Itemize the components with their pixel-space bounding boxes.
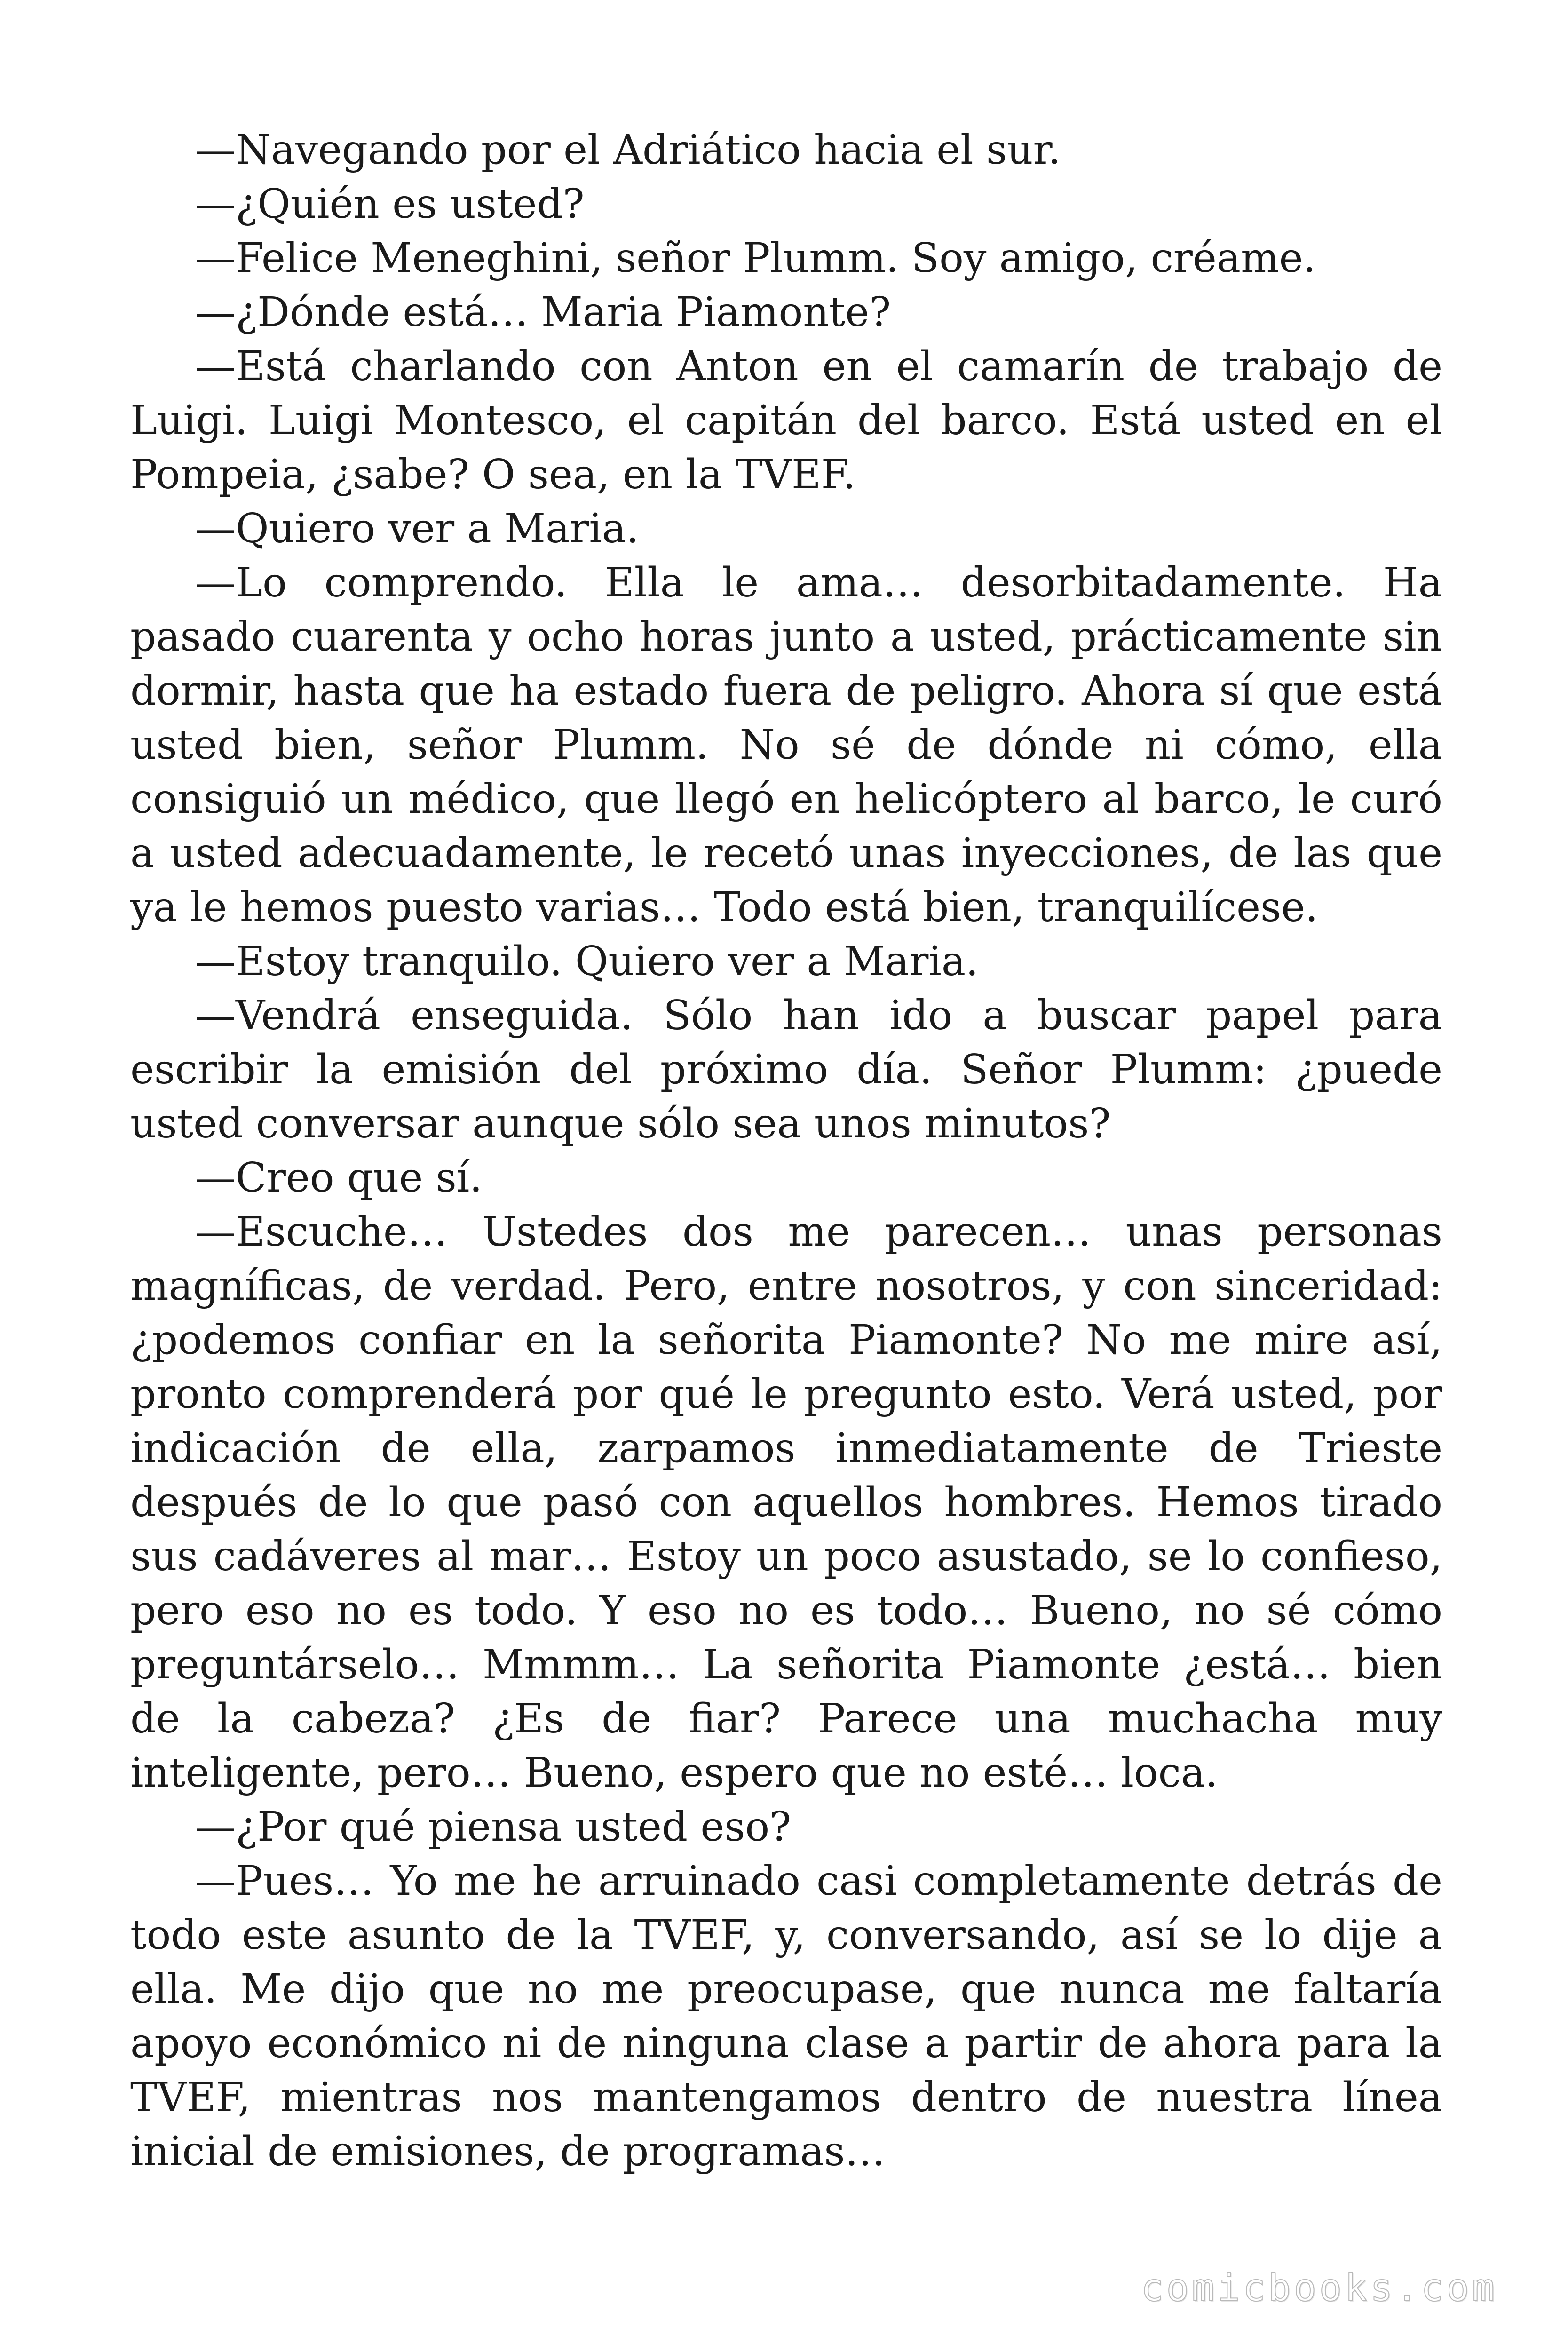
paragraph: —Vendrá enseguida. Sólo han ido a buscar papel para escribir la emisión del próximo día. Señor Plumm: ¿puede usted conversar aunque sólo sea unos minutos? [130,992,1442,1147]
paragraph: —¿Quién es usted? [195,181,585,228]
paragraph: —Está charlando con Anton en el camarín de trabajo de Luigi. Luigi Montesco, el capitán del barco. Está usted en el Pompeia, ¿sabe? O sea, en la TVEF. [130,343,1442,498]
paragraph: —¿Por qué piensa usted eso? [195,1804,792,1851]
paragraph: —Escuche… Ustedes dos me parecen… unas personas magníficas, de verdad. Pero, entre nosotros, y con sinceridad: ¿podemos confiar en la señorita Piamonte? No me mire así, pronto comprenderá por qué le pregunto esto. Verá usted, por indicación de ella, zarpamos inmediatamente de Trieste después de lo que pasó con aquellos hombres. Hemos tirado sus cadáveres al mar… Estoy un poco asustado, se lo confieso, pero eso no es todo. Y eso no es todo… Bueno, no sé cómo preguntárselo… Mmmm… La señorita Piamonte ¿está… bien de la cabeza? ¿Es de fiar? Parece una muchacha muy inteligente, pero… Bueno, espero que no esté… loca. [130,1208,1442,1796]
paragraph: —Navegando por el Adriático hacia el sur. [195,127,1061,174]
paragraph: —Felice Meneghini, señor Plumm. Soy amigo, créame. [195,235,1316,282]
paragraph: —Quiero ver a Maria. [195,505,639,552]
watermark: comicbooks.com [1140,2266,1497,2310]
paragraph: —Estoy tranquilo. Quiero ver a Maria. [195,938,979,985]
paragraph: —¿Dónde está… Maria Piamonte? [195,289,891,336]
paragraph: —Lo comprendo. Ella le ama… desorbitadamente. Ha pasado cuarenta y ocho horas junto a usted, prácticamente sin dormir, hasta que ha estado fuera de peligro. Ahora sí que está usted bien, señor Plumm. No sé de dónde ni cómo, ella consiguió un médico, que llegó en helicóptero al barco, le curó a usted adecuadamente, le recetó unas inyecciones, de las que ya le hemos puesto varias… Todo está bien, tranquilícese. [130,559,1442,931]
page-body [130,123,1442,2179]
paragraph: —Creo que sí. [195,1154,483,1201]
paragraph: —Pues… Yo me he arruinado casi completamente detrás de todo este asunto de la TVEF, y, conversando, así se lo dije a ella. Me dijo que no me preocupase, que nunca me faltaría apoyo económico ni de ninguna clase a partir de ahora para la TVEF, mientras nos mantengamos dentro de nuestra línea inicial de emisiones, de programas… [130,1858,1442,2175]
